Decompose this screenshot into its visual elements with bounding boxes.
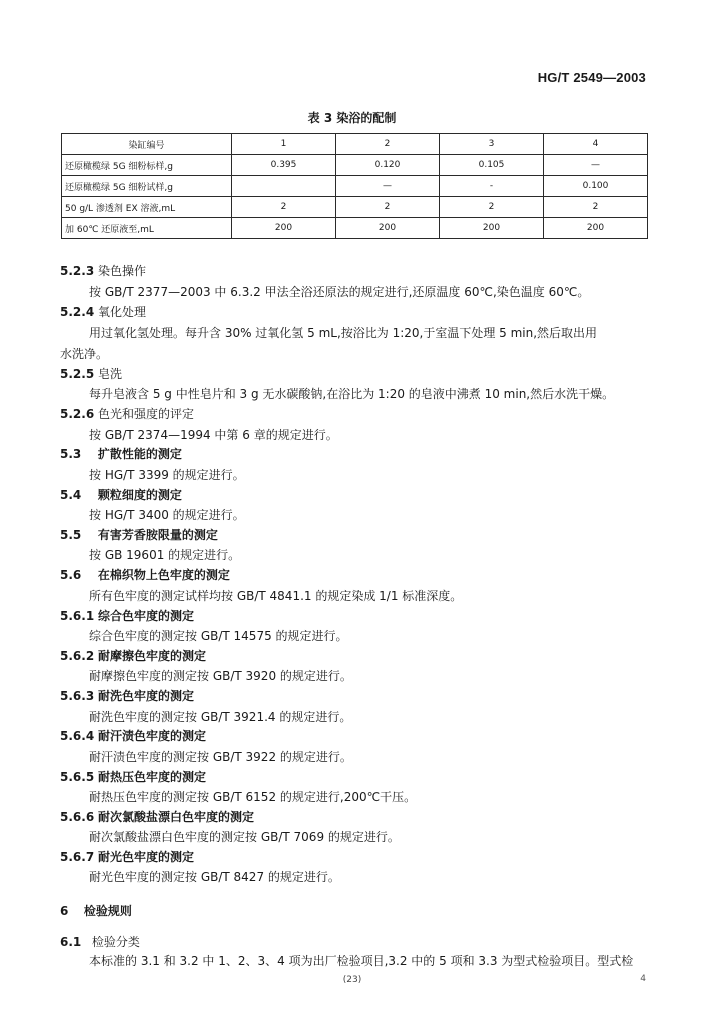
section-text: 综合色牢度的测定按 GB/T 14575 的规定进行。 — [89, 629, 348, 643]
table-col-header: 1 — [232, 134, 336, 155]
table-header-label: 染缸编号 — [62, 134, 232, 155]
section-number: 5.6.2 — [60, 649, 95, 663]
dye-bath-table — [61, 133, 648, 239]
section-heading — [60, 263, 146, 279]
section-title: 耐热压色牢度的测定 — [98, 770, 207, 784]
section-text: 按 GB/T 2377—2003 中 6.3.2 甲法全浴还原法的规定进行,还原温度 60℃,染色温度 60℃。 — [89, 285, 590, 299]
table-row-label: 50 g/L 渗透剂 EX 溶液,mL — [62, 197, 232, 218]
table-cell: 200 — [544, 218, 648, 239]
section-title: 颗粒细度的测定 — [97, 488, 182, 502]
section-heading — [60, 849, 194, 865]
section-text: 耐次氯酸盐漂白色牢度的测定按 GB/T 7069 的规定进行。 — [89, 830, 400, 844]
table-cell: 200 — [232, 218, 336, 239]
section-text: 按 GB/T 2374—1994 中第 6 章的规定进行。 — [89, 428, 338, 442]
section-number: 5.6.7 — [60, 850, 95, 864]
section-number: 5.6.1 — [60, 609, 95, 623]
table-cell: 2 — [336, 197, 440, 218]
section-heading — [60, 769, 206, 785]
section-number: 5.6.6 — [60, 810, 95, 824]
section-text: 耐汗渍色牢度的测定按 GB/T 3922 的规定进行。 — [89, 750, 352, 764]
section-heading — [60, 934, 140, 950]
section-text: 用过氧化氢处理。每升含 30% 过氧化氢 5 mL,按浴比为 1:20,于室温下处理 5 min,然后取出用 — [89, 326, 598, 340]
section-heading — [60, 688, 194, 704]
section-text: 耐光色牢度的测定按 GB/T 8427 的规定进行。 — [89, 870, 340, 884]
table-row — [62, 176, 648, 197]
section-title: 耐汗渍色牢度的测定 — [98, 729, 207, 743]
section-number: 6.1 — [60, 935, 82, 949]
chapter-heading — [60, 903, 132, 919]
section-title: 综合色牢度的测定 — [98, 609, 195, 623]
section-text: 按 GB 19601 的规定进行。 — [89, 548, 241, 562]
chapter-title: 检验规则 — [83, 904, 132, 918]
table-col-header: 4 — [544, 134, 648, 155]
section-heading — [60, 406, 194, 422]
table-cell: - — [440, 176, 544, 197]
margin-mark: 4 — [640, 974, 646, 984]
section-title: 检验分类 — [91, 935, 140, 949]
section-heading — [60, 728, 206, 744]
table-row — [62, 197, 648, 218]
section-text: 耐摩擦色牢度的测定按 GB/T 3920 的规定进行。 — [89, 669, 352, 683]
section-number: 5.3 — [60, 447, 82, 461]
section-heading — [60, 446, 182, 462]
table-title: 表 3 染浴的配制 — [307, 111, 397, 125]
section-number: 5.2.4 — [60, 305, 95, 319]
section-number: 5.6 — [60, 568, 82, 582]
table-cell: — — [336, 176, 440, 197]
section-title: 皂洗 — [98, 367, 123, 381]
section-number: 5.6.3 — [60, 689, 95, 703]
table-cell: 0.105 — [440, 155, 544, 176]
section-number: 5.2.3 — [60, 264, 95, 278]
section-heading — [60, 809, 254, 825]
section-text: 按 HG/T 3399 的规定进行。 — [89, 468, 245, 482]
standard-code: HG/T 2549—2003 — [537, 70, 646, 85]
section-text: 所有色牢度的测定试样均按 GB/T 4841.1 的规定染成 1/1 标准深度。 — [89, 589, 463, 603]
chapter-number: 6 — [60, 904, 69, 918]
section-text: 耐洗色牢度的测定按 GB/T 3921.4 的规定进行。 — [89, 710, 352, 724]
section-title: 耐摩擦色牢度的测定 — [98, 649, 207, 663]
section-number: 5.2.5 — [60, 367, 95, 381]
table-header-row — [62, 134, 648, 155]
section-text: 按 HG/T 3400 的规定进行。 — [89, 508, 245, 522]
table-row-label: 还原橄榄绿 5G 细粉标样,g — [62, 155, 232, 176]
section-text: 每升皂液含 5 g 中性皂片和 3 g 无水碳酸钠,在浴比为 1:20 的皂液中沸煮 10 min,然后水洗干燥。 — [89, 387, 615, 401]
section-heading — [60, 527, 218, 543]
table-cell: 2 — [544, 197, 648, 218]
section-title: 氧化处理 — [98, 305, 147, 319]
section-number: 5.2.6 — [60, 407, 95, 421]
section-heading — [60, 487, 182, 503]
section-heading — [60, 608, 194, 624]
section-number: 5.4 — [60, 488, 82, 502]
section-title: 耐光色牢度的测定 — [98, 850, 195, 864]
section-number: 5.6.4 — [60, 729, 95, 743]
section-heading — [60, 648, 206, 664]
table-cell: 200 — [440, 218, 544, 239]
table-row-label: 加 60℃ 还原液至,mL — [62, 218, 232, 239]
table-cell: — — [544, 155, 648, 176]
table-cell: 200 — [336, 218, 440, 239]
section-title: 染色操作 — [98, 264, 147, 278]
table-row-label: 还原橄榄绿 5G 细粉试样,g — [62, 176, 232, 197]
section-title: 在棉织物上色牢度的测定 — [97, 568, 230, 582]
table-cell: 0.120 — [336, 155, 440, 176]
section-text-continued: 水洗净。 — [60, 347, 109, 361]
table-cell: 0.395 — [232, 155, 336, 176]
section-text: 耐热压色牢度的测定按 GB/T 6152 的规定进行,200℃干压。 — [89, 790, 417, 804]
section-title: 有害芳香胺限量的测定 — [97, 528, 218, 542]
section-title: 扩散性能的测定 — [97, 447, 182, 461]
table-cell — [232, 176, 336, 197]
table-col-header: 3 — [440, 134, 544, 155]
section-heading — [60, 567, 230, 583]
section-title: 耐次氯酸盐漂白色牢度的测定 — [98, 810, 255, 824]
section-heading — [60, 304, 146, 320]
section-title: 色光和强度的评定 — [98, 407, 195, 421]
table-col-header: 2 — [336, 134, 440, 155]
table-cell: 2 — [232, 197, 336, 218]
section-number: 5.6.5 — [60, 770, 95, 784]
section-number: 5.5 — [60, 528, 82, 542]
table-cell: 2 — [440, 197, 544, 218]
section-heading — [60, 366, 122, 382]
table-row — [62, 218, 648, 239]
section-text: 本标准的 3.1 和 3.2 中 1、2、3、4 项为出厂检验项目,3.2 中的 5 项和 3.3 为型式检验项目。型式检 — [89, 954, 634, 968]
page-number: (23) — [342, 975, 362, 985]
table-cell: 0.100 — [544, 176, 648, 197]
table-row — [62, 155, 648, 176]
section-title: 耐洗色牢度的测定 — [98, 689, 195, 703]
